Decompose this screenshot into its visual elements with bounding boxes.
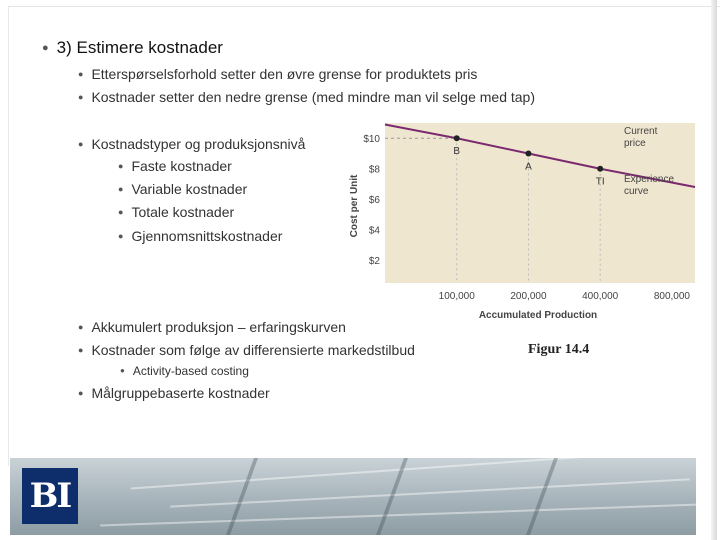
bullet-icon: ● (118, 161, 124, 171)
bullet-costs (78, 89, 535, 105)
cost-type-text: Totale kostnader (131, 204, 235, 220)
bullet-cost-types-text: Kostnadstyper og produksjonsnivå (91, 136, 306, 152)
slide-frame-top (8, 6, 720, 7)
banner-stripe (100, 504, 696, 527)
bullet-accumulated-text: Akkumulert produksjon – erfaringskurven (91, 319, 346, 335)
bullet-costs-text: Kostnader setter den nedre grense (med mindre man vil selge med tap) (91, 89, 536, 105)
bullet-icon: ● (118, 207, 124, 217)
x-tick-label: 800,000 (653, 291, 690, 302)
plot-background (385, 123, 695, 283)
bullet-icon: ● (78, 345, 84, 355)
banner-beam (526, 458, 558, 535)
banner-beam (226, 458, 258, 535)
marked-point-label: TI (595, 176, 605, 188)
bullet-icon: ● (120, 366, 125, 375)
y-tick-label: $2 (368, 256, 380, 268)
x-axis-label: Accumulated Production (478, 310, 598, 321)
experience-curve-chart (340, 118, 710, 326)
bullet-demand-text: Etterspørselsforhold setter den øvre grense for produktets pris (91, 66, 478, 82)
bullet-accumulated (78, 319, 346, 335)
cost-type-item (118, 228, 282, 244)
y-tick-label: $6 (368, 195, 380, 207)
bullet-icon: ● (42, 42, 49, 54)
bullet-icon: ● (78, 388, 84, 398)
cost-type-text: Variable kostnader (131, 181, 248, 197)
x-tick-label: 400,000 (582, 291, 619, 302)
bullet-demand (78, 66, 477, 82)
y-tick-label: $4 (368, 225, 380, 237)
bullet-activity-based-text: Activity-based costing (132, 364, 249, 378)
bullet-differentiated-text: Kostnader som følge av differensierte markedstilbud (91, 342, 415, 358)
cost-type-text: Faste kostnader (131, 158, 232, 174)
bullet-target-costing-text: Målgruppebaserte kostnader (91, 385, 270, 401)
slide-frame-left (8, 6, 9, 466)
current-price-label: Current price (624, 126, 658, 149)
bullet-icon: ● (78, 322, 84, 332)
cost-type-item (118, 204, 234, 220)
marked-point-label: B (453, 146, 461, 158)
bullet-icon: ● (78, 139, 84, 149)
slide-frame-right (711, 0, 717, 540)
marked-point (454, 135, 460, 141)
bi-logo: BI (22, 468, 78, 524)
y-tick-label: $10 (363, 134, 380, 146)
bullet-icon: ● (118, 184, 124, 194)
bullet-icon: ● (118, 231, 124, 241)
experience-curve-label: Experience curve (624, 174, 675, 197)
figure-caption: Figur 14.4 (528, 342, 590, 357)
bullet-icon: ● (78, 92, 84, 102)
marked-point-label: A (525, 161, 532, 173)
y-axis-ticks (363, 134, 380, 267)
cost-type-text: Gjennomsnittskostnader (131, 228, 283, 244)
footer-banner (10, 458, 696, 535)
bullet-differentiated (78, 342, 415, 358)
cost-type-item (118, 181, 247, 197)
slide-title (42, 38, 223, 58)
bullet-target-costing (78, 385, 270, 401)
bullet-activity-based (120, 364, 249, 378)
marked-point (525, 150, 531, 156)
bullet-cost-types (78, 136, 305, 152)
bullet-icon: ● (78, 69, 84, 79)
x-tick-label: 200,000 (510, 291, 547, 302)
y-axis-label: Cost per Unit (349, 174, 360, 238)
marked-point (597, 166, 603, 172)
y-tick-label: $8 (368, 164, 380, 176)
cost-type-item (118, 158, 232, 174)
slide-title-text: 3) Estimere kostnader (56, 38, 223, 57)
x-tick-label: 100,000 (438, 291, 475, 302)
